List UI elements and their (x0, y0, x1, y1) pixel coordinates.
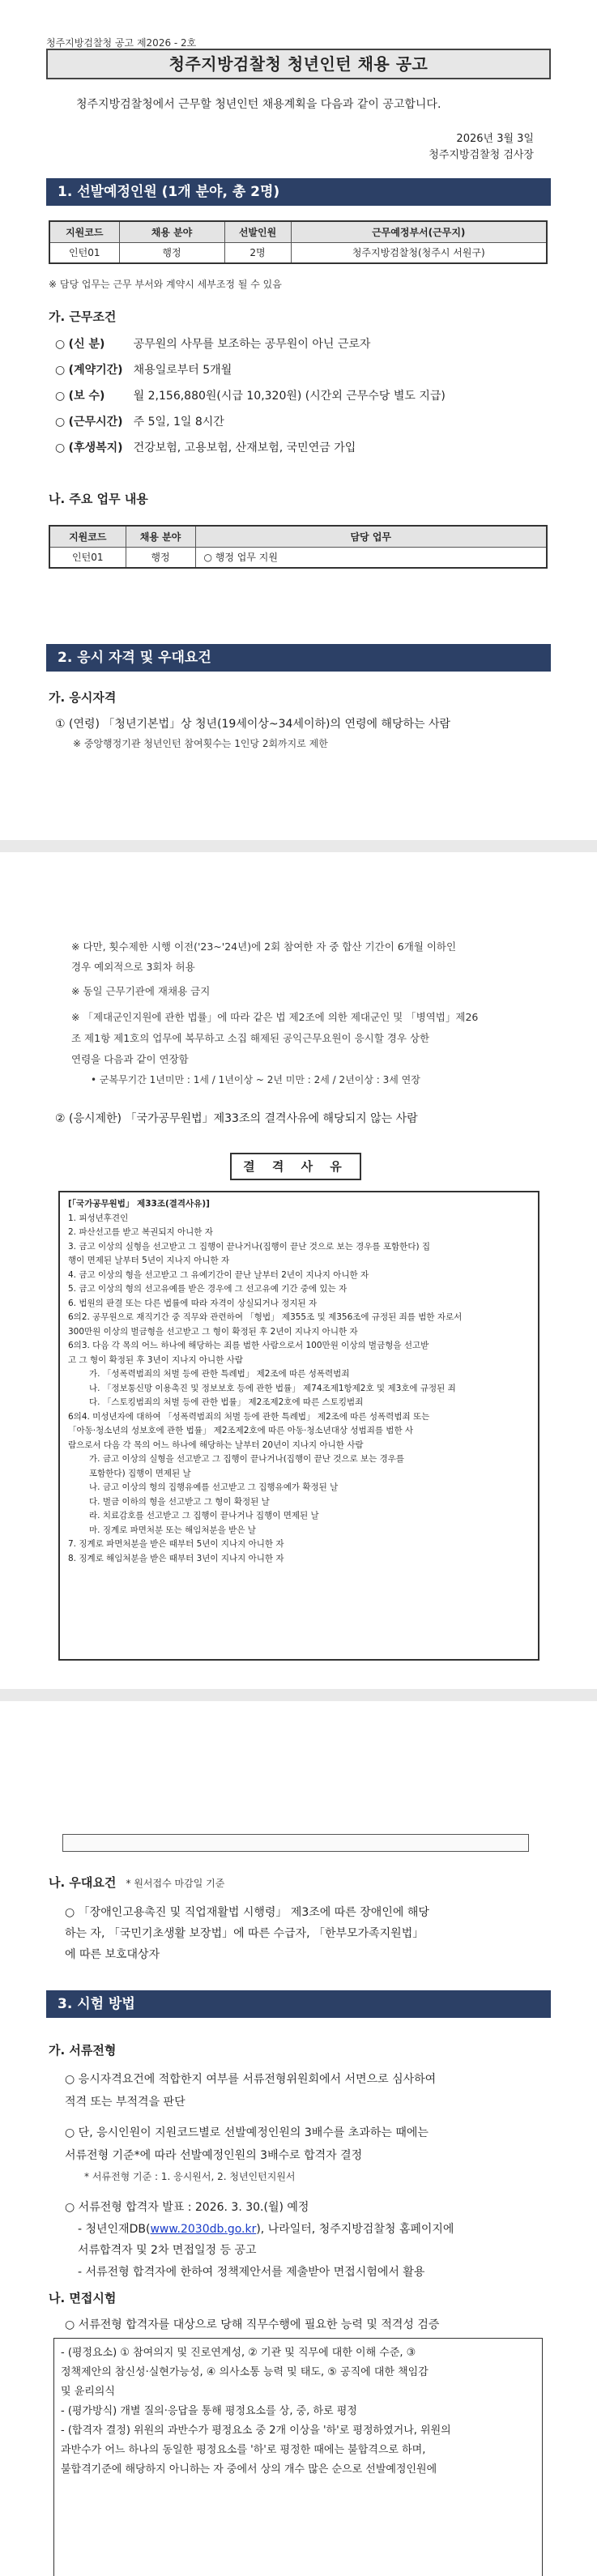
condition-item: ○ (근무시간) 주 5일, 1일 8시간 (55, 416, 224, 429)
list-item: - (평가방식) 개별 질의·응답을 통해 평정요소를 상, 중, 하로 평정 (61, 2405, 357, 2417)
list-item: 다. 벌금 이하의 형을 선고받고 그 형이 확정된 날 (89, 1496, 270, 1507)
list-item: 정책제안의 참신성·실현가능성, ④ 의사소통 능력 및 태도, ⑤ 공직에 대한 책임감 (61, 2366, 429, 2378)
list-item: 가. 「성폭력범죄의 처벌 등에 관한 특례법」 제2조에 따른 성폭력범죄 (89, 1369, 350, 1379)
note-line: ※ 「제대군인지원에 관한 법률」에 따라 같은 법 제2조에 의한 제대군인 및 「병역법」제26 (71, 1011, 479, 1023)
screening-line: 서류전형 기준*에 따라 선발예정인원의 3배수로 합격자 결정 (65, 2149, 363, 2162)
announcement-detail: - 서류전형 합격자에 한하여 정책제안서를 제출받아 면접시험에서 활용 (78, 2266, 425, 2279)
list-item: 포함한다) 집행이 면제된 날 (89, 1468, 191, 1478)
table-header: 담당 업무 (195, 526, 547, 547)
list-item: 라. 치료감호를 선고받고 그 집행이 끝나거나 집행이 면제된 날 (89, 1511, 319, 1520)
participation-limit-note: ※ 중앙행정기관 청년인턴 참여횟수는 1인당 2회까지로 제한 (73, 738, 328, 749)
announcement-date: ○ 서류전형 합격자 발표 : 2026. 3. 30.(월) 예정 (65, 2201, 309, 2214)
list-item: 7. 징계로 파면처분을 받은 때부터 5년이 지나지 아니한 자 (68, 1539, 284, 1549)
list-item: 6의3. 다음 각 목의 어느 하나에 해당하는 죄를 범한 사람으로서 100만원 이상의 벌금형을 선고받 (68, 1341, 429, 1350)
section-2-header: 2. 응시 자격 및 우대요건 (46, 644, 551, 672)
note-line: 연령을 다음과 같이 연장함 (71, 1053, 189, 1065)
interview-heading: 나. 면접시험 (49, 2291, 117, 2305)
list-item: 6. 법원의 판결 또는 다른 법률에 따라 자격이 상실되거나 정지된 자 (68, 1298, 318, 1308)
table-header: 선발인원 (224, 221, 291, 242)
screening-line: ○ 응시자격요건에 적합한지 여부를 서류전형위원회에서 서면으로 심사하여 (65, 2073, 437, 2086)
list-item: 4. 금고 이상의 형을 선고받고 그 유예기간이 끝난 날부터 2년이 지나지 아니한 자 (68, 1269, 369, 1280)
notice-number: 청주지방검찰청 공고 제2026 - 2호 (46, 37, 197, 49)
list-item: 불합격기준에 해당하지 아니하는 자 중에서 상의 개수 많은 순으로 선발예정인원에 (61, 2463, 437, 2476)
list-item: 3. 금고 이상의 실형을 선고받고 그 집행이 끝나거나(집행이 끝난 것으로 보는 경우를 포함한다) 집 (68, 1241, 431, 1252)
table-header: 지원코드 (49, 221, 119, 242)
preferred-heading: 나. 우대요건 * 원서접수 마감일 기준 (49, 1875, 225, 1890)
notice-org: 청주지방검찰청 검사장 (429, 149, 534, 161)
list-item: 「아동·청소년의 성보호에 관한 법률」 제2조제2호에 따른 아동·청소년대상 성범죄를 범한 사 (68, 1426, 414, 1435)
screening-line: ○ 단, 응시인원이 지원코드별로 선발예정인원의 3배수를 초과하는 때에는 (65, 2126, 429, 2139)
table-header: 채용 분야 (126, 526, 195, 547)
list-item: 고 그 형이 확정된 후 3년이 지나지 아니한 사람 (68, 1354, 243, 1365)
table-cell: 청주지방검찰청(청주시 서원구) (291, 242, 547, 263)
duties-heading: 나. 주요 업무 내용 (49, 492, 148, 506)
preferred-line: 하는 자, 「국민기초생활 보장법」에 따른 수급자, 「한부모가족지원법」 (65, 1927, 424, 1940)
note-line: 경우 예외적으로 3회차 허용 (71, 961, 195, 973)
list-item: 나. 「정보통신망 이용촉진 및 정보보호 등에 관한 법률」 제74조제1항제2호 및 제3호에 규정된 죄 (89, 1383, 456, 1393)
table-cell: ○ 행정 업무 지원 (195, 547, 547, 568)
restriction-requirement: ② (응시제한) 「국가공무원법」제33조의 결격사유에 해당되지 않는 사람 (55, 1112, 418, 1125)
condition-item: ○ (계약기간) 채용일로부터 5개월 (55, 364, 232, 377)
condition-item: ○ (신 분) 공무원의 사무를 보조하는 공무원이 아닌 근로자 (55, 338, 371, 351)
table-cell: 인턴01 (49, 242, 119, 263)
list-item: 가. 금고 이상의 실형을 선고받고 그 집행이 끝나거나(집행이 끝난 것으로 보는 경우를 (89, 1454, 405, 1464)
document-screening-heading: 가. 서류전형 (49, 2043, 117, 2058)
list-item: 람으로서 다음 각 목의 어느 하나에 해당하는 날부터 20년이 지나지 아니한 사람 (68, 1439, 364, 1450)
list-item: 행이 면제된 날부터 5년이 지나지 아니한 자 (68, 1256, 230, 1265)
list-item: 8. 징계로 해임처분을 받은 때부터 3년이 지나지 아니한 자 (68, 1553, 284, 1563)
divider-bar (62, 1834, 529, 1852)
screening-line: 적격 또는 부적격을 판단 (65, 2096, 185, 2109)
list-item: - (합격자 결정) 위원의 과반수가 평정요소 중 2개 이상을 '하'로 평정하였거나, 위원의 (61, 2425, 451, 2437)
list-item: - (평정요소) ① 참여의지 및 진로연계성, ② 기관 및 직무에 대한 이해 수준, ③ (61, 2347, 416, 2359)
section-1-header: 1. 선발예정인원 (1개 분야, 총 2명) (46, 178, 551, 206)
military-extension-bullet: • 군복무기간 1년미만 : 1세 / 1년이상 ~ 2년 미만 : 2세 / 2년이상 : 3세 연장 (91, 1074, 420, 1085)
disqualification-title: 결 격 사 유 (230, 1153, 361, 1180)
list-item: 다. 「스토킹범죄의 처벌 등에 관한 법률」 제2조제2호에 따른 스토킹범죄 (89, 1397, 364, 1407)
list-item: 과반수가 어느 하나의 동일한 평정요소를 '하'로 평정한 때에는 불합격으로 하며, (61, 2444, 426, 2456)
list-item: [「국가공무원법」 제33조(결격사유)] (68, 1199, 210, 1209)
list-item: 5. 금고 이상의 형의 선고유예를 받은 경우에 그 선고유예 기간 중에 있는 자 (68, 1284, 348, 1294)
page-1 (0, 0, 597, 840)
evaluation-box (53, 2338, 543, 2576)
note-line: ※ 동일 근무기관에 재채용 금지 (71, 985, 211, 997)
table-row (49, 547, 547, 568)
list-item: 마. 징계로 파면처분 또는 해임처분을 받은 날 (89, 1525, 256, 1535)
announcement-detail: - 청년인재DB(www.2030db.go.kr), 나라일터, 청주지방검찰청 홈페이지에 (78, 2223, 454, 2236)
table-header: 채용 분야 (119, 221, 224, 242)
table-cell: 행정 (126, 547, 195, 568)
duty-note: ※ 담당 업무는 근무 부서와 계약시 세부조정 될 수 있음 (49, 279, 282, 290)
table-cell: 인턴01 (49, 547, 126, 568)
table-row (49, 242, 547, 263)
duty-table (49, 525, 548, 569)
table-cell: 행정 (119, 242, 224, 263)
table-header: 근무예정부서(근무지) (291, 221, 547, 242)
table-header: 지원코드 (49, 526, 126, 547)
db-link[interactable]: www.2030db.go.kr (150, 2223, 257, 2236)
list-item: 6의4. 미성년자에 대하여 「성폭력범죄의 처벌 등에 관한 특례법」 제2조에 따른 성폭력범죄 또는 (68, 1411, 430, 1422)
list-item: 나. 금고 이상의 형의 집행유예를 선고받고 그 집행유예가 확정된 날 (89, 1482, 339, 1492)
work-conditions-heading: 가. 근무조건 (49, 309, 117, 324)
condition-item: ○ (보 수) 월 2,156,880원(시급 10,320원) (시간외 근무수당 별도 지급) (55, 390, 446, 403)
note-line: ※ 다만, 횟수제한 시행 이전('23~'24년)에 2회 참여한 자 중 합산 기간이 6개월 이하인 (71, 940, 457, 953)
preferred-line: 에 따른 보호대상자 (65, 1948, 160, 1961)
age-requirement: ① (연령) 「청년기본법」상 청년(19세이상~34세이하)의 연령에 해당하는 사람 (55, 718, 451, 731)
list-item: 2. 파산선고를 받고 복권되지 아니한 자 (68, 1227, 213, 1237)
preferred-line: ○ 「장애인고용촉진 및 직업재활법 시행령」 제3조에 따른 장애인에 해당 (65, 1906, 429, 1919)
list-item: 1. 피성년후견인 (68, 1213, 129, 1223)
table-cell: 2명 (224, 242, 291, 263)
list-item: 6의2. 공무원으로 재직기간 중 직무와 관련하여 「형법」 제355조 및 제356조에 규정된 죄를 범한 자로서 (68, 1312, 463, 1322)
screening-criteria: * 서류전형 기준 : 1. 응시원서, 2. 청년인턴지원서 (84, 2171, 296, 2182)
list-item: 및 윤리의식 (61, 2386, 115, 2398)
notice-date: 2026년 3월 3일 (456, 133, 534, 145)
list-item: 300만원 이상의 벌금형을 선고받고 그 형이 확정된 후 2년이 지나지 아니한 자 (68, 1326, 358, 1337)
eligibility-heading: 가. 응시자격 (49, 690, 117, 705)
recruit-table (49, 220, 548, 264)
intro-text: 청주지방검찰청에서 근무할 청년인턴 채용계획을 다음과 같이 공고합니다. (76, 98, 441, 111)
disqualification-box (58, 1191, 539, 1661)
condition-item: ○ (후생복지) 건강보험, 고용보험, 산재보험, 국민연금 가입 (55, 441, 356, 454)
interview-intro: ○ 서류전형 합격자를 대상으로 당해 직무수행에 필요한 능력 및 적격성 검증 (65, 2318, 440, 2331)
announcement-detail: 서류합격자 및 2차 면접일정 등 공고 (78, 2244, 257, 2257)
page-title: 청주지방검찰청 청년인턴 채용 공고 (46, 49, 551, 79)
section-3-header: 3. 시험 방법 (46, 1990, 551, 2018)
note-line: 조 제1항 제1호의 업무에 복무하고 소집 해제된 공익근무요원이 응시할 경우 상한 (71, 1032, 430, 1044)
